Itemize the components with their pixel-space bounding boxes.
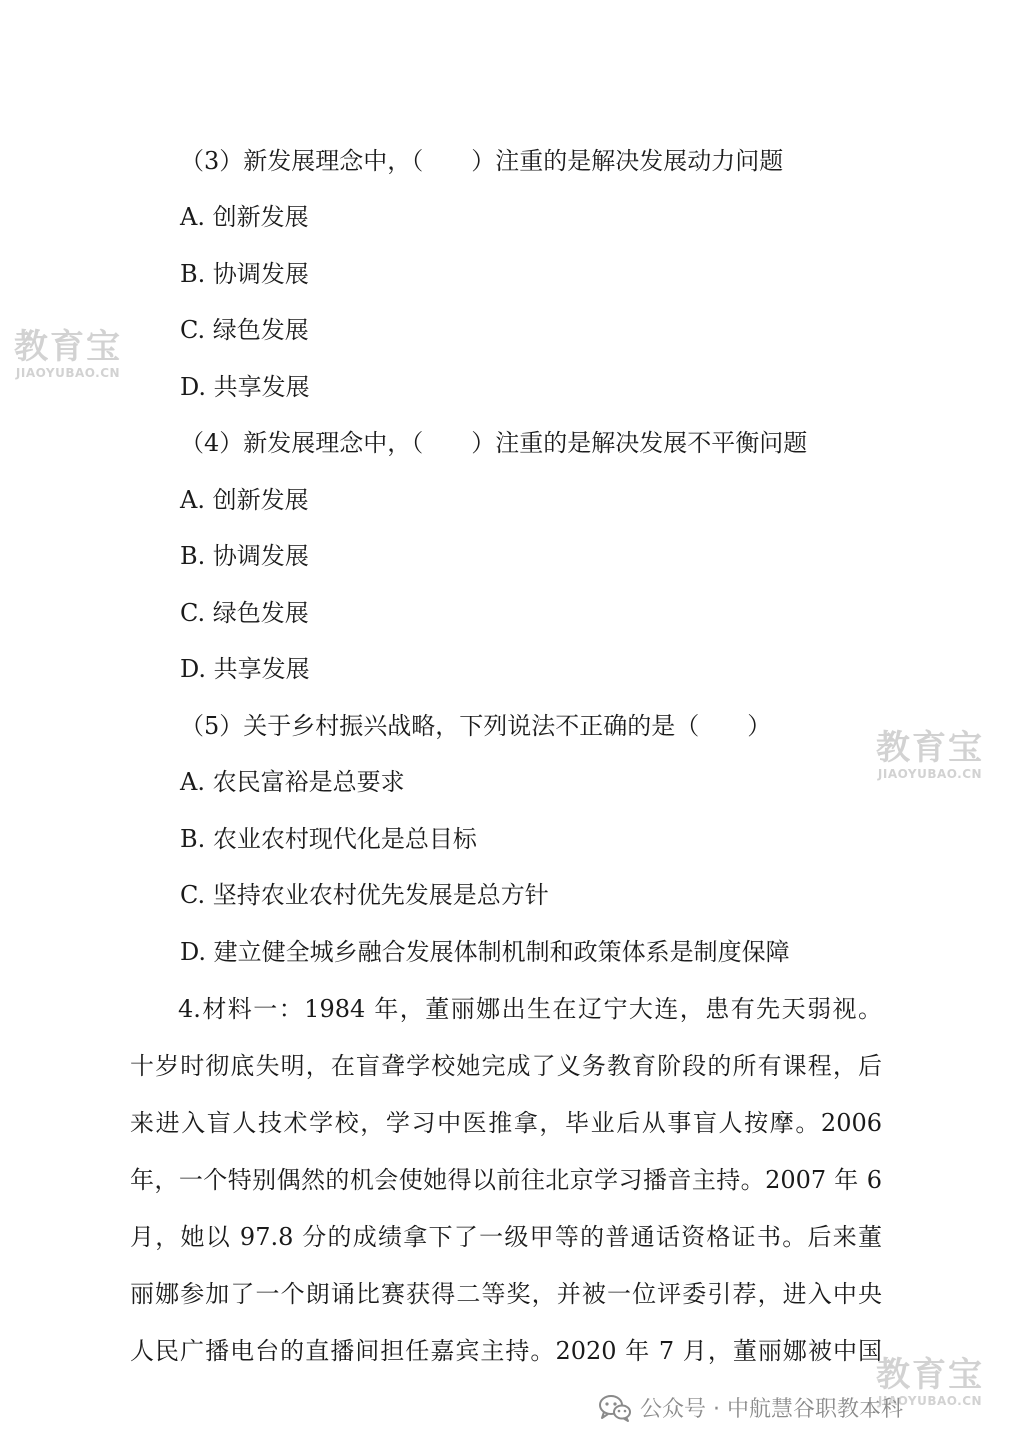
question-3-option-d: D. 共享发展 [180,373,310,401]
question-3-option-b: B. 协调发展 [180,260,309,288]
wechat-icon [598,1393,632,1423]
material-line-7: 人民广播电台的直播间担任嘉宾主持。2020 年 7 月，董丽娜被中国 [130,1337,882,1365]
watermark-logo: 教育宝 JIAOYUBAO.CN [876,728,984,781]
material-line-4: 年，一个特别偶然的机会使她得以前往北京学习播音主持。2007 年 6 [130,1166,882,1194]
footer-text: 公众号 · 中航慧谷职教本科 [640,1397,903,1422]
question-4-option-a: A. 创新发展 [180,486,309,514]
question-5-option-b: B. 农业农村现代化是总目标 [180,825,477,853]
material-line-2: 十岁时彻底失明，在盲聋学校她完成了义务教育阶段的所有课程，后 [130,1052,882,1080]
question-3-stem: （3）新发展理念中，（ ）注重的是解决发展动力问题 [180,147,784,175]
watermark-logo: 教育宝 JIAOYUBAO.CN [14,327,122,380]
question-5-option-c: C. 坚持农业农村优先发展是总方针 [180,881,549,909]
question-5-stem: （5）关于乡村振兴战略，下列说法不正确的是（ ） [180,712,772,740]
question-4-option-b: B. 协调发展 [180,542,309,570]
material-line-1: 4.材料一：1984 年，董丽娜出生在辽宁大连，患有先天弱视。 [178,995,882,1023]
question-5-option-d: D. 建立健全城乡融合发展体制机制和政策体系是制度保障 [180,938,790,966]
material-line-3: 来进入盲人技术学校，学习中医推拿，毕业后从事盲人按摩。2006 [130,1109,882,1137]
question-4-option-d: D. 共享发展 [180,655,310,683]
question-4-stem: （4）新发展理念中，（ ）注重的是解决发展不平衡问题 [180,429,808,457]
material-line-6: 丽娜参加了一个朗诵比赛获得二等奖，并被一位评委引荐，进入中央 [130,1280,882,1308]
question-3-option-a: A. 创新发展 [180,203,309,231]
question-5-option-a: A. 农民富裕是总要求 [180,768,405,796]
watermark-logo: 教育宝 JIAOYUBAO.CN [876,1355,984,1408]
question-4-option-c: C. 绿色发展 [180,599,309,627]
material-line-5: 月，她以 97.8 分的成绩拿下了一级甲等的普通话资格证书。后来董 [130,1223,882,1251]
question-3-option-c: C. 绿色发展 [180,316,309,344]
footer-account-label [598,1392,903,1423]
